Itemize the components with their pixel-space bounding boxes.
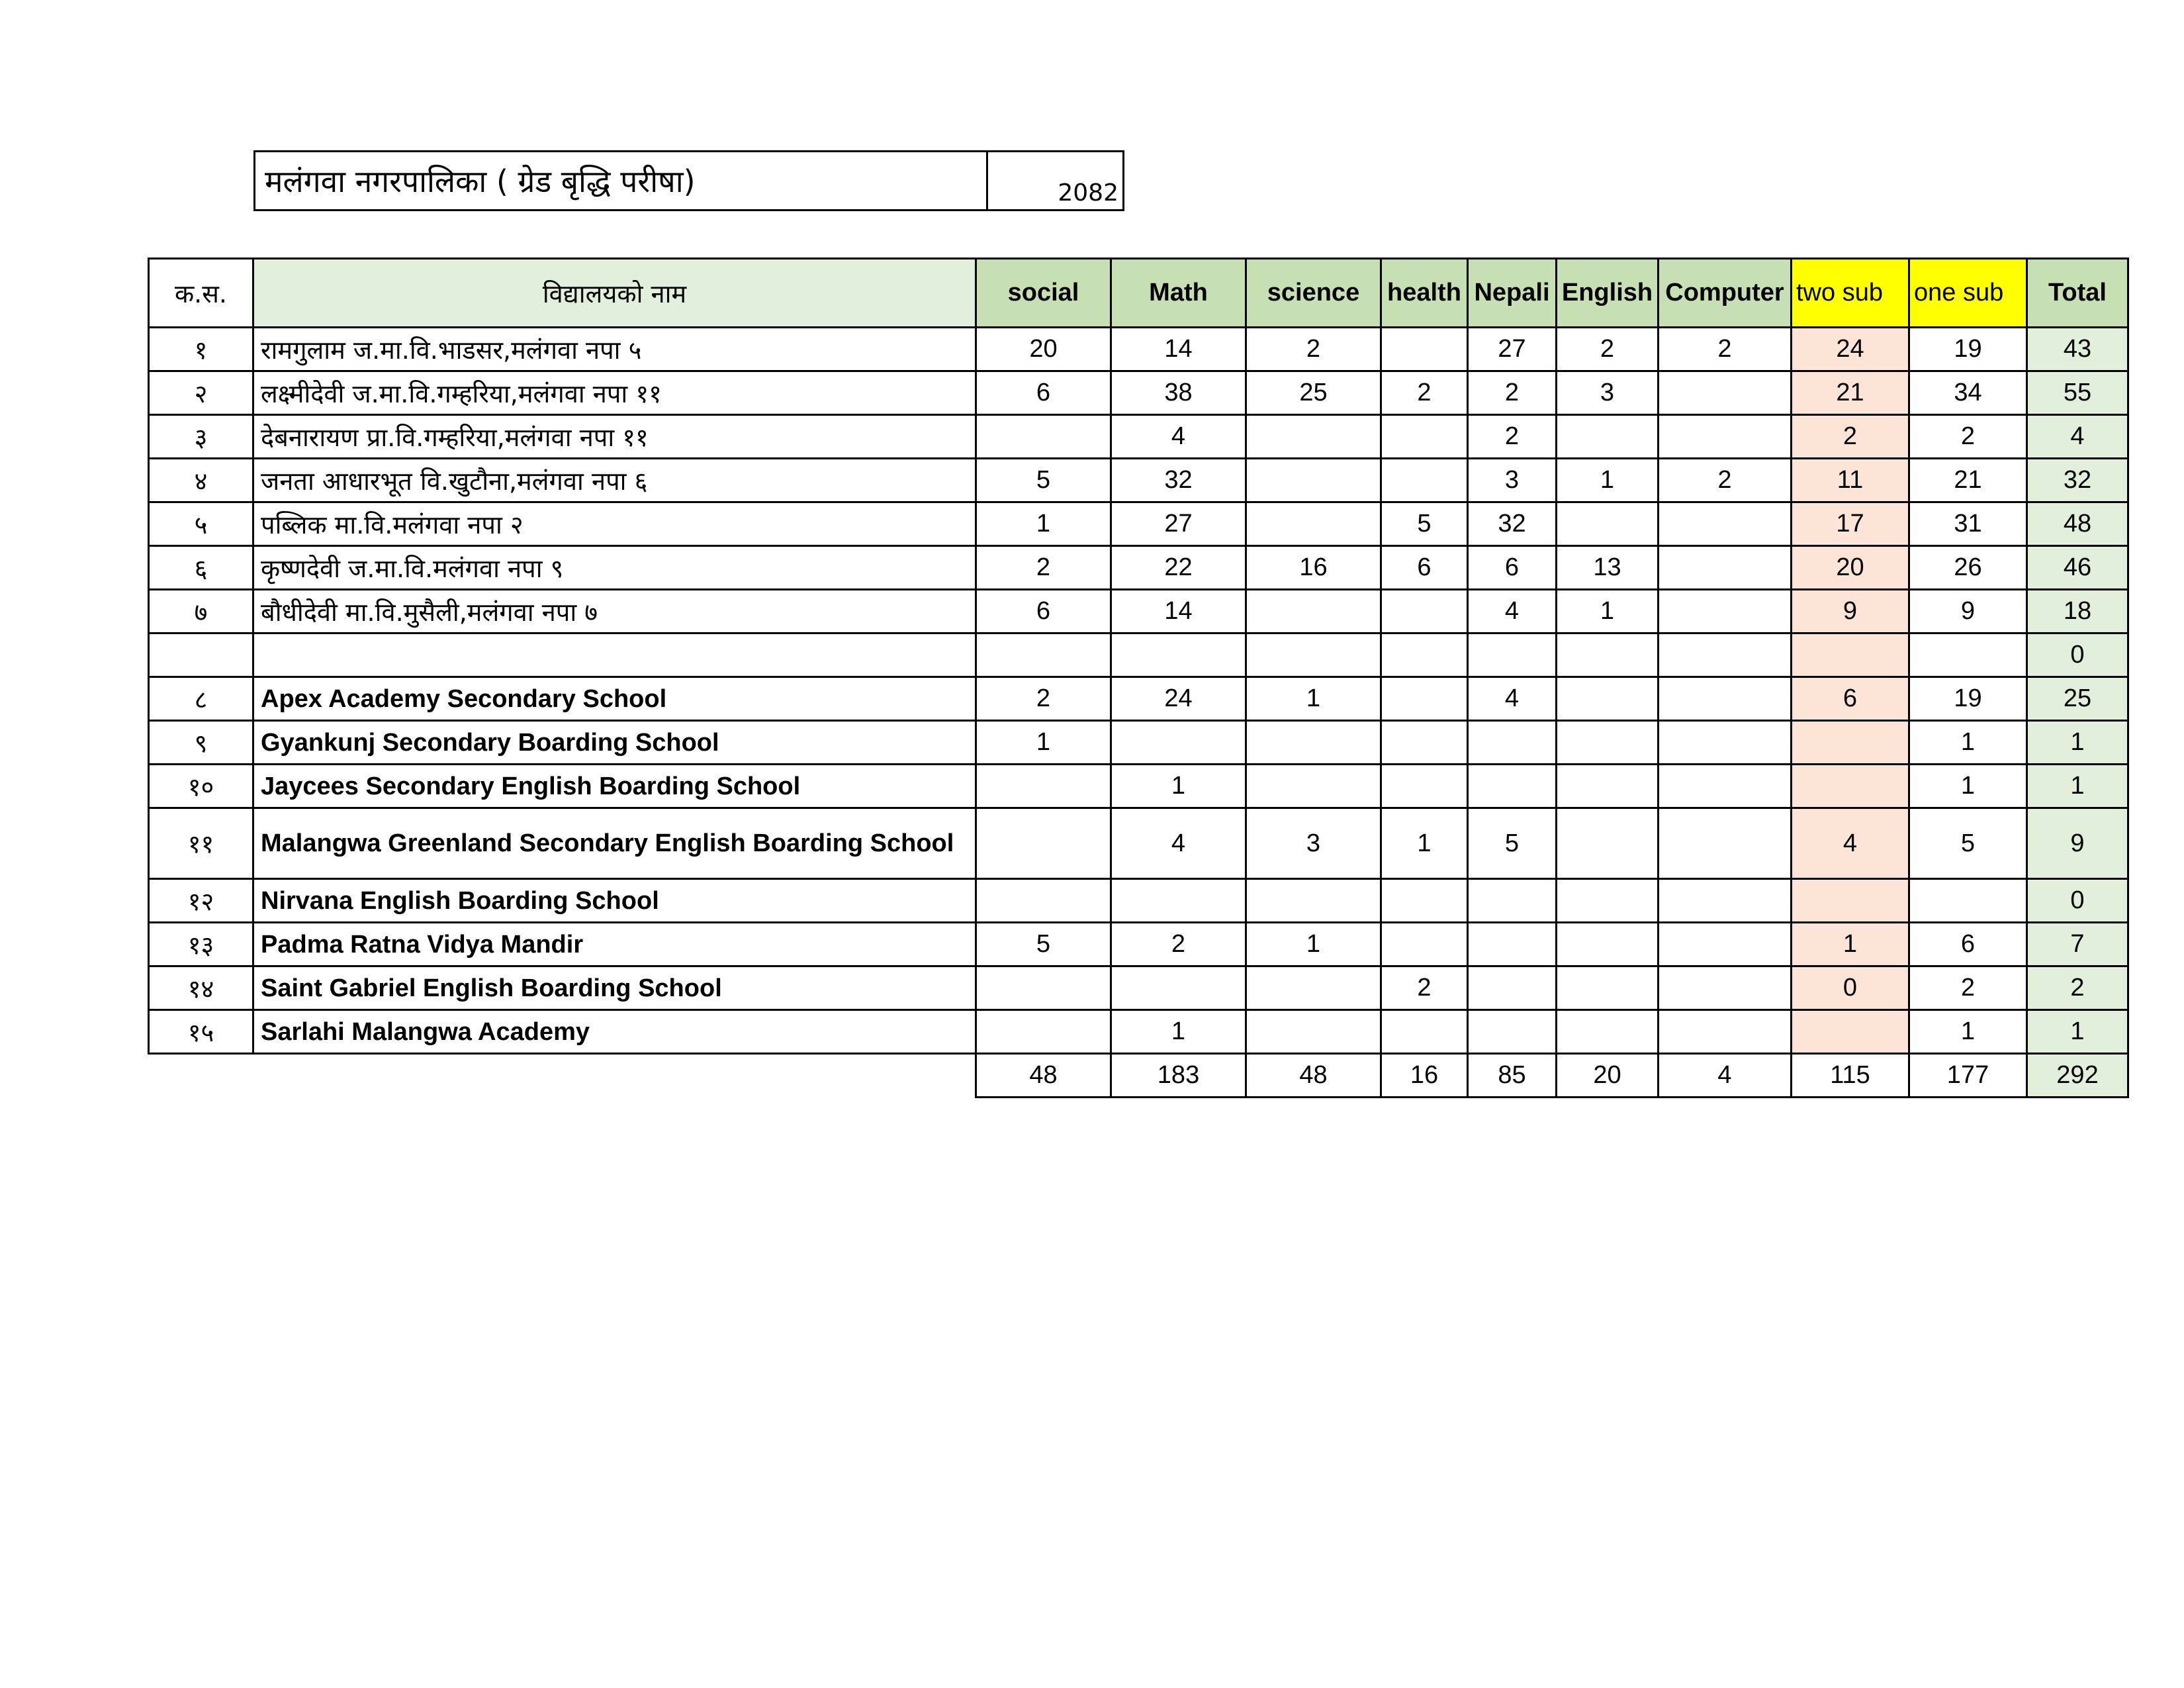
- school-name-cell: Gyankunj Secondary Boarding School: [253, 721, 976, 765]
- value-cell: 1: [1246, 923, 1381, 966]
- value-cell: 2: [1111, 923, 1246, 966]
- school-name-cell: कृष्णदेवी ज.मा.वि.मलंगवा नपा ९: [253, 546, 976, 590]
- value-cell: 6: [1909, 923, 2027, 966]
- value-cell: 25: [1246, 371, 1381, 415]
- value-cell: 4: [1468, 590, 1557, 633]
- serial-number-cell: १३: [149, 923, 253, 966]
- table-row: [149, 633, 2128, 677]
- table-row: [149, 765, 2128, 808]
- value-cell: 2: [1909, 966, 2027, 1010]
- table-row: [149, 371, 2128, 415]
- value-cell: 4: [1111, 808, 1246, 879]
- value-cell: [1468, 721, 1557, 765]
- value-cell: [1659, 415, 1792, 459]
- value-cell: [1659, 966, 1792, 1010]
- value-cell: [1468, 633, 1557, 677]
- total-cell: 85: [1468, 1054, 1557, 1098]
- value-cell: [1381, 721, 1468, 765]
- value-cell: 0: [2027, 879, 2128, 923]
- value-cell: [1246, 590, 1381, 633]
- value-cell: [1909, 879, 2027, 923]
- value-cell: [1659, 590, 1792, 633]
- value-cell: [1246, 459, 1381, 502]
- value-cell: 3: [1468, 459, 1557, 502]
- value-cell: [976, 879, 1111, 923]
- value-cell: 1: [1557, 459, 1659, 502]
- total-cell: 183: [1111, 1054, 1246, 1098]
- value-cell: 6: [1468, 546, 1557, 590]
- value-cell: [1792, 879, 1909, 923]
- value-cell: 0: [1792, 966, 1909, 1010]
- total-cell: 177: [1909, 1054, 2027, 1098]
- value-cell: [976, 633, 1111, 677]
- value-cell: [1659, 371, 1792, 415]
- value-cell: 9: [1909, 590, 2027, 633]
- value-cell: 1: [976, 721, 1111, 765]
- school-name-cell: Apex Academy Secondary School: [253, 677, 976, 721]
- value-cell: [1468, 765, 1557, 808]
- value-cell: [976, 966, 1111, 1010]
- serial-number-cell: १४: [149, 966, 253, 1010]
- value-cell: 1: [2027, 765, 2128, 808]
- serial-number-cell: १५: [149, 1010, 253, 1054]
- value-cell: 1: [1111, 765, 1246, 808]
- serial-number-cell: २: [149, 371, 253, 415]
- column-header: क.स.: [149, 259, 253, 328]
- serial-number-cell: ११: [149, 808, 253, 879]
- value-cell: 2: [1909, 415, 2027, 459]
- value-cell: [1381, 677, 1468, 721]
- value-cell: [1246, 502, 1381, 546]
- value-cell: 9: [2027, 808, 2128, 879]
- school-name-cell: Saint Gabriel English Boarding School: [253, 966, 976, 1010]
- value-cell: [1246, 879, 1381, 923]
- value-cell: 2: [2027, 966, 2128, 1010]
- value-cell: [1381, 1010, 1468, 1054]
- total-cell: 48: [976, 1054, 1111, 1098]
- serial-number-cell: ६: [149, 546, 253, 590]
- totals-spacer: [149, 1054, 976, 1098]
- table-row: [149, 328, 2128, 371]
- value-cell: 2: [1792, 415, 1909, 459]
- value-cell: [1557, 765, 1659, 808]
- value-cell: [1111, 721, 1246, 765]
- value-cell: [976, 765, 1111, 808]
- value-cell: [1659, 879, 1792, 923]
- value-cell: 1: [1909, 1010, 2027, 1054]
- value-cell: 1: [1909, 765, 2027, 808]
- value-cell: [1111, 879, 1246, 923]
- value-cell: [1381, 459, 1468, 502]
- table-row: [149, 1010, 2128, 1054]
- value-cell: [1557, 633, 1659, 677]
- value-cell: 2: [1468, 415, 1557, 459]
- table-row: [149, 966, 2128, 1010]
- value-cell: 1: [1909, 721, 2027, 765]
- column-header: English: [1557, 259, 1659, 328]
- school-name-cell: बौधीदेवी मा.वि.मुसैली,मलंगवा नपा ७: [253, 590, 976, 633]
- value-cell: [1381, 765, 1468, 808]
- table-row: [149, 546, 2128, 590]
- value-cell: 22: [1111, 546, 1246, 590]
- value-cell: 1: [1111, 1010, 1246, 1054]
- column-header: Nepali: [1468, 259, 1557, 328]
- serial-number-cell: ९: [149, 721, 253, 765]
- serial-number-cell: [149, 633, 253, 677]
- value-cell: [1111, 966, 1246, 1010]
- value-cell: 17: [1792, 502, 1909, 546]
- value-cell: 5: [1468, 808, 1557, 879]
- value-cell: 6: [976, 371, 1111, 415]
- value-cell: [1659, 808, 1792, 879]
- value-cell: 2: [1557, 328, 1659, 371]
- column-header: Computer: [1659, 259, 1792, 328]
- value-cell: [1792, 633, 1909, 677]
- value-cell: 2: [1468, 371, 1557, 415]
- school-name-cell: Jaycees Secondary English Boarding School: [253, 765, 976, 808]
- value-cell: [1468, 923, 1557, 966]
- school-name-cell: देबनारायण प्रा.वि.गम्हरिया,मलंगवा नपा ११: [253, 415, 976, 459]
- value-cell: 1: [976, 502, 1111, 546]
- value-cell: 21: [1792, 371, 1909, 415]
- value-cell: [976, 1010, 1111, 1054]
- value-cell: 5: [1381, 502, 1468, 546]
- value-cell: 43: [2027, 328, 2128, 371]
- column-header: social: [976, 259, 1111, 328]
- column-header: Math: [1111, 259, 1246, 328]
- value-cell: 2: [1659, 328, 1792, 371]
- value-cell: 55: [2027, 371, 2128, 415]
- value-cell: [1659, 546, 1792, 590]
- value-cell: 32: [1111, 459, 1246, 502]
- value-cell: 2: [976, 677, 1111, 721]
- value-cell: 9: [1792, 590, 1909, 633]
- total-cell: 16: [1381, 1054, 1468, 1098]
- value-cell: 7: [2027, 923, 2128, 966]
- serial-number-cell: १: [149, 328, 253, 371]
- school-name-cell: Padma Ratna Vidya Mandir: [253, 923, 976, 966]
- value-cell: 20: [976, 328, 1111, 371]
- value-cell: [1246, 1010, 1381, 1054]
- value-cell: 13: [1557, 546, 1659, 590]
- value-cell: [1468, 966, 1557, 1010]
- value-cell: 6: [1792, 677, 1909, 721]
- value-cell: 5: [976, 923, 1111, 966]
- value-cell: [1792, 721, 1909, 765]
- value-cell: 46: [2027, 546, 2128, 590]
- value-cell: [1659, 502, 1792, 546]
- value-cell: [1557, 1010, 1659, 1054]
- value-cell: 20: [1792, 546, 1909, 590]
- title-table: [253, 150, 1124, 211]
- results-table: [148, 258, 2129, 1098]
- table-row: [149, 590, 2128, 633]
- totals-row: [149, 1054, 2128, 1098]
- school-name-cell: जनता आधारभूत वि.खुटौना,मलंगवा नपा ६: [253, 459, 976, 502]
- value-cell: 2: [1659, 459, 1792, 502]
- value-cell: [1557, 415, 1659, 459]
- total-cell: 48: [1246, 1054, 1381, 1098]
- value-cell: 31: [1909, 502, 2027, 546]
- value-cell: 26: [1909, 546, 2027, 590]
- value-cell: 19: [1909, 328, 2027, 371]
- value-cell: [1792, 765, 1909, 808]
- header-row: [149, 259, 2128, 328]
- school-name-cell: Sarlahi Malangwa Academy: [253, 1010, 976, 1054]
- value-cell: [1659, 677, 1792, 721]
- value-cell: [1909, 633, 2027, 677]
- value-cell: 16: [1246, 546, 1381, 590]
- value-cell: 4: [1111, 415, 1246, 459]
- value-cell: 1: [1381, 808, 1468, 879]
- value-cell: [1659, 765, 1792, 808]
- value-cell: [1557, 923, 1659, 966]
- value-cell: 27: [1111, 502, 1246, 546]
- total-cell: 4: [1659, 1054, 1792, 1098]
- value-cell: 3: [1246, 808, 1381, 879]
- value-cell: 3: [1557, 371, 1659, 415]
- serial-number-cell: ७: [149, 590, 253, 633]
- value-cell: 6: [976, 590, 1111, 633]
- value-cell: [1557, 502, 1659, 546]
- value-cell: 21: [1909, 459, 2027, 502]
- table-row: [149, 502, 2128, 546]
- serial-number-cell: ५: [149, 502, 253, 546]
- serial-number-cell: ३: [149, 415, 253, 459]
- value-cell: 34: [1909, 371, 2027, 415]
- value-cell: 18: [2027, 590, 2128, 633]
- value-cell: 6: [1381, 546, 1468, 590]
- value-cell: 1: [2027, 721, 2128, 765]
- value-cell: 4: [1468, 677, 1557, 721]
- value-cell: 27: [1468, 328, 1557, 371]
- value-cell: 2: [1381, 371, 1468, 415]
- column-header: विद्यालयको नाम: [253, 259, 976, 328]
- value-cell: 1: [1792, 923, 1909, 966]
- value-cell: 25: [2027, 677, 2128, 721]
- table-row: [149, 808, 2128, 879]
- value-cell: 1: [1557, 590, 1659, 633]
- value-cell: 2: [976, 546, 1111, 590]
- serial-number-cell: १०: [149, 765, 253, 808]
- table-row: [149, 415, 2128, 459]
- value-cell: 1: [2027, 1010, 2128, 1054]
- value-cell: [1381, 633, 1468, 677]
- school-name-cell: Malangwa Greenland Secondary English Boarding School: [253, 808, 976, 879]
- value-cell: [1381, 590, 1468, 633]
- table-row: [149, 923, 2128, 966]
- school-name-cell: Nirvana English Boarding School: [253, 879, 976, 923]
- value-cell: [1557, 721, 1659, 765]
- value-cell: [1557, 966, 1659, 1010]
- page-title: मलंगवा नगरपालिका ( ग्रेड बृद्धि परीषा): [255, 152, 987, 211]
- school-name-cell: [253, 633, 976, 677]
- value-cell: [1381, 879, 1468, 923]
- value-cell: [1381, 923, 1468, 966]
- value-cell: [1246, 633, 1381, 677]
- value-cell: 38: [1111, 371, 1246, 415]
- value-cell: [1468, 879, 1557, 923]
- serial-number-cell: ४: [149, 459, 253, 502]
- value-cell: [976, 415, 1111, 459]
- value-cell: [1381, 328, 1468, 371]
- value-cell: [1381, 415, 1468, 459]
- column-header: Total: [2027, 259, 2128, 328]
- value-cell: 24: [1792, 328, 1909, 371]
- value-cell: 5: [976, 459, 1111, 502]
- value-cell: 14: [1111, 590, 1246, 633]
- value-cell: 2: [1246, 328, 1381, 371]
- value-cell: [1659, 721, 1792, 765]
- year-label: 2082: [987, 152, 1124, 211]
- value-cell: 4: [1792, 808, 1909, 879]
- serial-number-cell: ८: [149, 677, 253, 721]
- column-header: health: [1381, 259, 1468, 328]
- value-cell: [1557, 879, 1659, 923]
- value-cell: [1246, 415, 1381, 459]
- value-cell: 0: [2027, 633, 2128, 677]
- value-cell: [1246, 721, 1381, 765]
- column-header: two sub: [1792, 259, 1909, 328]
- total-cell: 292: [2027, 1054, 2128, 1098]
- value-cell: 24: [1111, 677, 1246, 721]
- value-cell: 2: [1381, 966, 1468, 1010]
- value-cell: 1: [1246, 677, 1381, 721]
- value-cell: [1659, 633, 1792, 677]
- table-row: [149, 721, 2128, 765]
- value-cell: [1557, 677, 1659, 721]
- value-cell: [1246, 966, 1381, 1010]
- school-name-cell: रामगुलाम ज.मा.वि.भाडसर,मलंगवा नपा ५: [253, 328, 976, 371]
- table-row: [149, 459, 2128, 502]
- value-cell: [976, 808, 1111, 879]
- value-cell: [1792, 1010, 1909, 1054]
- school-name-cell: पब्लिक मा.वि.मलंगवा नपा २: [253, 502, 976, 546]
- value-cell: [1659, 1010, 1792, 1054]
- value-cell: 4: [2027, 415, 2128, 459]
- column-header: one sub: [1909, 259, 2027, 328]
- value-cell: [1468, 1010, 1557, 1054]
- value-cell: 19: [1909, 677, 2027, 721]
- table-row: [149, 677, 2128, 721]
- value-cell: [1659, 923, 1792, 966]
- value-cell: 32: [2027, 459, 2128, 502]
- total-cell: 115: [1792, 1054, 1909, 1098]
- value-cell: 32: [1468, 502, 1557, 546]
- value-cell: 11: [1792, 459, 1909, 502]
- serial-number-cell: १२: [149, 879, 253, 923]
- value-cell: [1111, 633, 1246, 677]
- table-row: [149, 879, 2128, 923]
- column-header: science: [1246, 259, 1381, 328]
- value-cell: [1557, 808, 1659, 879]
- value-cell: [1246, 765, 1381, 808]
- value-cell: 14: [1111, 328, 1246, 371]
- value-cell: 48: [2027, 502, 2128, 546]
- total-cell: 20: [1557, 1054, 1659, 1098]
- school-name-cell: लक्ष्मीदेवी ज.मा.वि.गम्हरिया,मलंगवा नपा ११: [253, 371, 976, 415]
- value-cell: 5: [1909, 808, 2027, 879]
